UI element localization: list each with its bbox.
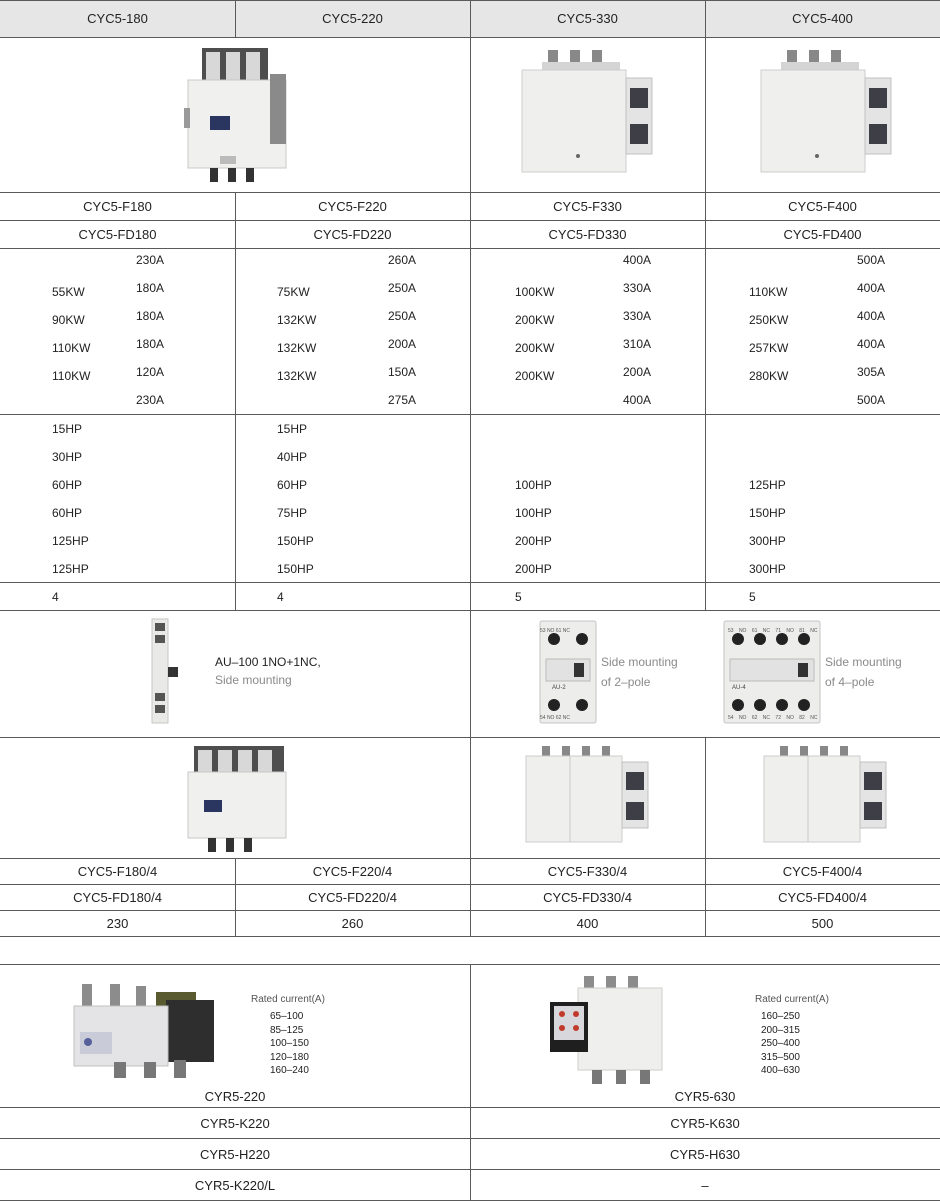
au100-description-line2: Side mounting (215, 673, 292, 687)
current-a-cell: 275A (388, 393, 417, 407)
power-kw-cell: 110KW (749, 285, 788, 299)
weight-cell: 4 (52, 590, 59, 604)
relay-rated-label: Rated current(A) (251, 994, 325, 1005)
horsepower-cell: 100HP (515, 506, 552, 520)
relay-range-value: 85–125 (270, 1024, 304, 1036)
relay-range-value: 200–315 (761, 1024, 800, 1036)
power-kw-cell: 110KW (52, 341, 91, 355)
model-fd-cell: CYC5-FD220 (313, 227, 392, 242)
current-a-cell: 250A (388, 281, 417, 295)
relay-range-value: 120–180 (270, 1051, 309, 1063)
au4-top-marks (728, 629, 817, 634)
header-cell: CYC5-330 (557, 11, 618, 26)
horsepower-cell: 15HP (52, 422, 83, 436)
current-a-cell: 500A (857, 253, 886, 267)
au-mark: 54 NO (728, 715, 747, 721)
horsepower-cell: 125HP (52, 534, 89, 548)
header-cell: CYC5-180 (87, 11, 148, 26)
model-fd-cell: CYC5-FD180 (78, 227, 157, 242)
fourpole-current-cell: 400 (576, 916, 599, 931)
au2-description-line2: of 2–pole (601, 675, 651, 689)
current-a-cell: 330A (623, 281, 652, 295)
current-a-cell: 200A (388, 337, 417, 351)
current-a-cell: 120A (136, 365, 165, 379)
power-kw-cell: 90KW (52, 313, 85, 327)
relay-cyr5-220-image (70, 976, 220, 1080)
contactor-400-image (757, 48, 897, 180)
au4-bottom-marks (728, 716, 817, 721)
fourpole-model-fd-cell: CYC5-FD330/4 (543, 890, 632, 905)
au-mark: 53 NO (728, 628, 747, 634)
power-kw-cell: 75KW (277, 285, 310, 299)
au-mark: 81 NC (799, 628, 818, 634)
current-a-cell: 250A (388, 309, 417, 323)
model-fd-cell: CYC5-FD400 (783, 227, 862, 242)
horsepower-cell: 200HP (515, 534, 552, 548)
au-mark: 61 NC (555, 628, 571, 634)
au2-bottom-marks (540, 716, 570, 721)
contactor-180-220-image (180, 44, 290, 184)
au-mark: 72 NO (775, 715, 794, 721)
relay-range-value: 65–100 (270, 1011, 304, 1022)
relay-k-model: CYR5-K630 (670, 1116, 740, 1131)
contactor-4pole-330-image (522, 744, 652, 850)
relay-range-value: 160–240 (270, 1065, 309, 1076)
relay-h-model: CYR5-H220 (199, 1147, 271, 1162)
au2-label: AU-2 (552, 685, 566, 691)
relay-kl-model: – (701, 1178, 709, 1193)
weight-cell: 4 (277, 590, 284, 604)
current-a-cell: 330A (623, 309, 652, 323)
model-f-cell: CYC5-F220 (318, 199, 387, 214)
power-kw-cell: 110KW (52, 369, 91, 383)
au-mark: 62 NC (555, 715, 571, 721)
model-f-cell: CYC5-F400 (788, 199, 857, 214)
au-mark: 82 NC (799, 715, 818, 721)
current-a-cell: 400A (623, 393, 652, 407)
current-a-cell: 230A (136, 253, 165, 267)
au-mark: 53 NO (540, 628, 555, 634)
horsepower-cell: 150HP (749, 506, 786, 520)
fourpole-model-f-cell: CYC5-F180/4 (77, 864, 158, 879)
relay-range-value: 400–630 (761, 1065, 800, 1076)
current-a-cell: 260A (388, 253, 417, 267)
power-kw-cell: 132KW (277, 313, 317, 327)
current-a-cell: 400A (623, 253, 652, 267)
horsepower-cell: 150HP (277, 534, 314, 548)
current-a-cell: 400A (857, 309, 886, 323)
relay-range-value: 160–250 (761, 1011, 800, 1022)
power-kw-cell: 132KW (277, 369, 317, 383)
fourpole-model-f-cell: CYC5-F400/4 (782, 864, 863, 879)
current-a-cell: 150A (388, 365, 417, 379)
power-kw-cell: 55KW (52, 285, 85, 299)
current-a-cell: 400A (857, 337, 886, 351)
current-a-cell: 180A (136, 309, 165, 323)
horsepower-cell: 40HP (277, 450, 308, 464)
header-cell: CYC5-400 (792, 11, 853, 26)
power-kw-cell: 200KW (515, 341, 555, 355)
power-kw-cell: 132KW (277, 341, 317, 355)
contactor-4pole-180-220-image (184, 742, 294, 854)
au-mark: 71 NO (775, 628, 794, 634)
fourpole-model-f-cell: CYC5-F220/4 (312, 864, 393, 879)
power-kw-cell: 100KW (515, 285, 555, 299)
power-kw-cell: 250KW (749, 313, 789, 327)
model-fd-cell: CYC5-FD330 (548, 227, 627, 242)
horsepower-cell: 15HP (277, 422, 308, 436)
relay-model: CYR5-630 (674, 1089, 736, 1104)
horsepower-cell: 125HP (749, 478, 786, 492)
relay-model: CYR5-220 (204, 1089, 266, 1104)
current-a-cell: 180A (136, 337, 165, 351)
au-mark: 61 NC (751, 628, 771, 634)
fourpole-model-fd-cell: CYC5-FD220/4 (308, 890, 397, 905)
current-a-cell: 310A (623, 337, 652, 351)
contactor-330-image (518, 48, 658, 180)
power-kw-cell: 257KW (749, 341, 789, 355)
weight-cell: 5 (515, 590, 522, 604)
relay-k-model: CYR5-K220 (200, 1116, 270, 1131)
power-kw-cell: 200KW (515, 313, 555, 327)
au4-label: AU-4 (732, 685, 746, 691)
current-a-cell: 400A (857, 281, 886, 295)
fourpole-current-cell: 230 (106, 916, 129, 931)
current-a-cell: 200A (623, 365, 652, 379)
current-a-cell: 180A (136, 281, 165, 295)
contactor-4pole-400-image (760, 744, 890, 850)
horsepower-cell: 150HP (277, 562, 314, 576)
au100-side-contact-image (146, 617, 186, 725)
current-a-cell: 500A (857, 393, 886, 407)
horsepower-cell: 300HP (749, 534, 786, 548)
fourpole-model-f-cell: CYC5-F330/4 (547, 864, 628, 879)
au4-description-line2: of 4–pole (825, 675, 875, 689)
relay-range-value: 250–400 (761, 1038, 800, 1049)
au2-description-line1: Side mounting (601, 655, 678, 669)
relay-range-value: 100–150 (270, 1038, 309, 1049)
horsepower-cell: 300HP (749, 562, 786, 576)
fourpole-model-fd-cell: CYC5-FD400/4 (778, 890, 867, 905)
au4-auxiliary-block-image (722, 619, 822, 725)
model-f-cell: CYC5-F180 (83, 199, 152, 214)
fourpole-current-cell: 260 (341, 916, 364, 931)
relay-cyr5-630-image (548, 972, 678, 1086)
horsepower-cell: 30HP (52, 450, 83, 464)
weight-cell: 5 (749, 590, 756, 604)
fourpole-current-cell: 500 (811, 916, 834, 931)
header-cell: CYC5-220 (322, 11, 383, 26)
au2-auxiliary-block-image (538, 619, 598, 725)
au100-description-line1: AU–100 1NO+1NC, (215, 655, 321, 669)
horsepower-cell: 200HP (515, 562, 552, 576)
power-kw-cell: 200KW (515, 369, 555, 383)
power-kw-cell: 280KW (749, 369, 789, 383)
current-a-cell: 305A (857, 365, 886, 379)
horsepower-cell: 125HP (52, 562, 89, 576)
fourpole-model-fd-cell: CYC5-FD180/4 (73, 890, 162, 905)
au4-description-line1: Side mounting (825, 655, 902, 669)
au-mark: 54 NO (540, 715, 555, 721)
relay-rated-label: Rated current(A) (755, 994, 829, 1005)
current-a-cell: 230A (136, 393, 165, 407)
relay-kl-model: CYR5-K220/L (194, 1178, 276, 1193)
horsepower-cell: 60HP (52, 478, 83, 492)
horsepower-cell: 60HP (52, 506, 83, 520)
horsepower-cell: 75HP (277, 506, 308, 520)
au2-top-marks (540, 629, 570, 634)
horsepower-cell: 100HP (515, 478, 552, 492)
horsepower-cell: 60HP (277, 478, 308, 492)
relay-range-value: 315–500 (761, 1051, 800, 1063)
au-mark: 62 NC (751, 715, 771, 721)
relay-h-model: CYR5-H630 (669, 1147, 741, 1162)
model-f-cell: CYC5-F330 (553, 199, 622, 214)
